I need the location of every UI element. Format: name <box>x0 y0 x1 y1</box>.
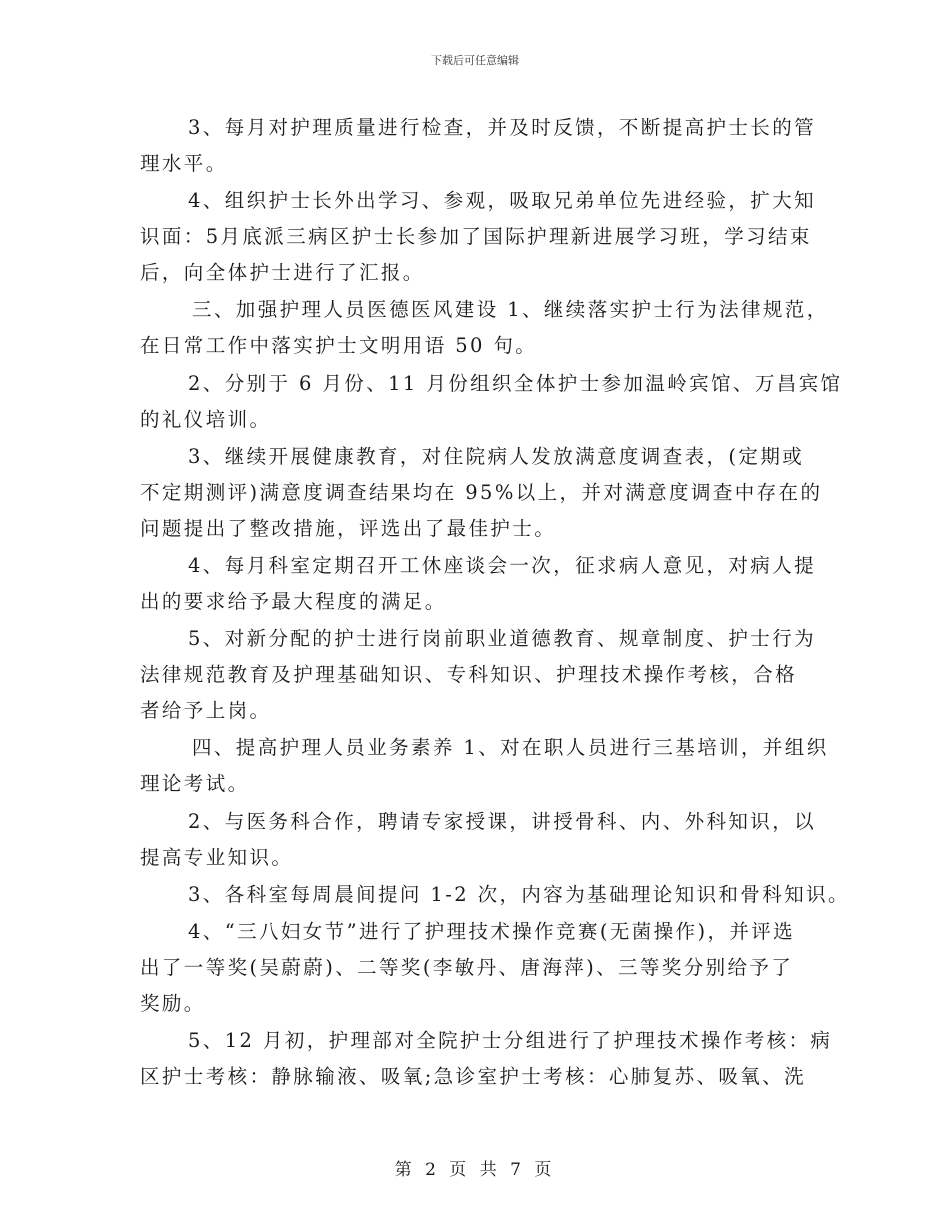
paragraph-line: 5、12 月初，护理部对全院护士分组进行了护理技术操作考核：病 <box>188 1029 833 1053</box>
paragraph-line: 4、每月科室定期召开工休座谈会一次，征求病人意见，对病人提 <box>188 553 817 577</box>
document-body <box>140 110 850 1095</box>
paragraph-line: 3、各科室每周晨间提问 1-2 次，内容为基础理论知识和骨科知识。 <box>188 882 850 906</box>
paragraph-line: 不定期测评)满意度调查结果均在 95%以上，并对满意度调查中存在的 <box>140 480 823 504</box>
paragraph-line: 奖励。 <box>140 991 206 1015</box>
paragraph-line: 出的要求给予最大程度的满足。 <box>140 589 447 613</box>
header-note: 下载后可任意编辑 <box>431 54 519 67</box>
paragraph-line: 区护士考核：静脉输液、吸氧;急诊室护士考核：心肺复苏、吸氧、洗 <box>140 1065 806 1089</box>
paragraph-line: 5、对新分配的护士进行岗前职业道德教育、规章制度、护士行为 <box>188 627 817 651</box>
paragraph-line: 理论考试。 <box>140 772 250 796</box>
paragraph-line: 者给予上岗。 <box>140 699 272 723</box>
paragraph-line: 2、与医务科合作，聘请专家授课，讲授骨科、内、外科知识，以 <box>188 809 817 833</box>
page-number-footer: 第 2 页 共 7 页 <box>394 1160 556 1180</box>
paragraph-line: 2、分别于 6 月份、11 月份组织全体护士参加温岭宾馆、万昌宾馆 <box>188 371 843 395</box>
paragraph-line: 法律规范教育及护理基础知识、专科知识、护理技术操作考核，合格 <box>140 663 798 687</box>
section-heading-line: 三、加强护理人员医德医风建设 1、继续落实护士行为法律规范， <box>192 298 829 322</box>
paragraph-line: 理水平。 <box>140 152 228 175</box>
paragraph-line: 出了一等奖(吴蔚蔚)、二等奖(李敏丹、唐海萍)、三等奖分别给予了 <box>140 955 794 979</box>
paragraph-line: 4、“三八妇女节”进行了护理技术操作竞赛(无菌操作)，并评选 <box>188 919 796 943</box>
paragraph-line: 问题提出了整改措施，评选出了最佳护士。 <box>140 516 557 540</box>
paragraph-line: 在日常工作中落实护士文明用语 50 句。 <box>140 334 538 358</box>
paragraph-line: 识面：5月底派三病区护士长参加了国际护理新进展学习班，学习结束 <box>140 225 812 249</box>
paragraph-line: 4、组织护士长外出学习、参观，吸取兄弟单位先进经验，扩大知 <box>188 189 817 213</box>
paragraph-line: 的礼仪培训。 <box>140 407 272 431</box>
paragraph-line: 提高专业知识。 <box>140 845 294 869</box>
paragraph-line: 3、继续开展健康教育，对住院病人发放满意度调查表，(定期或 <box>188 444 805 468</box>
section-heading-line: 四、提高护理人员业务素养 1、对在职人员进行三基培训，并组织 <box>192 736 829 760</box>
paragraph-line: 3、每月对护理质量进行检查，并及时反馈，不断提高护士长的管 <box>188 116 817 139</box>
paragraph-line: 后，向全体护士进行了汇报。 <box>140 261 425 285</box>
